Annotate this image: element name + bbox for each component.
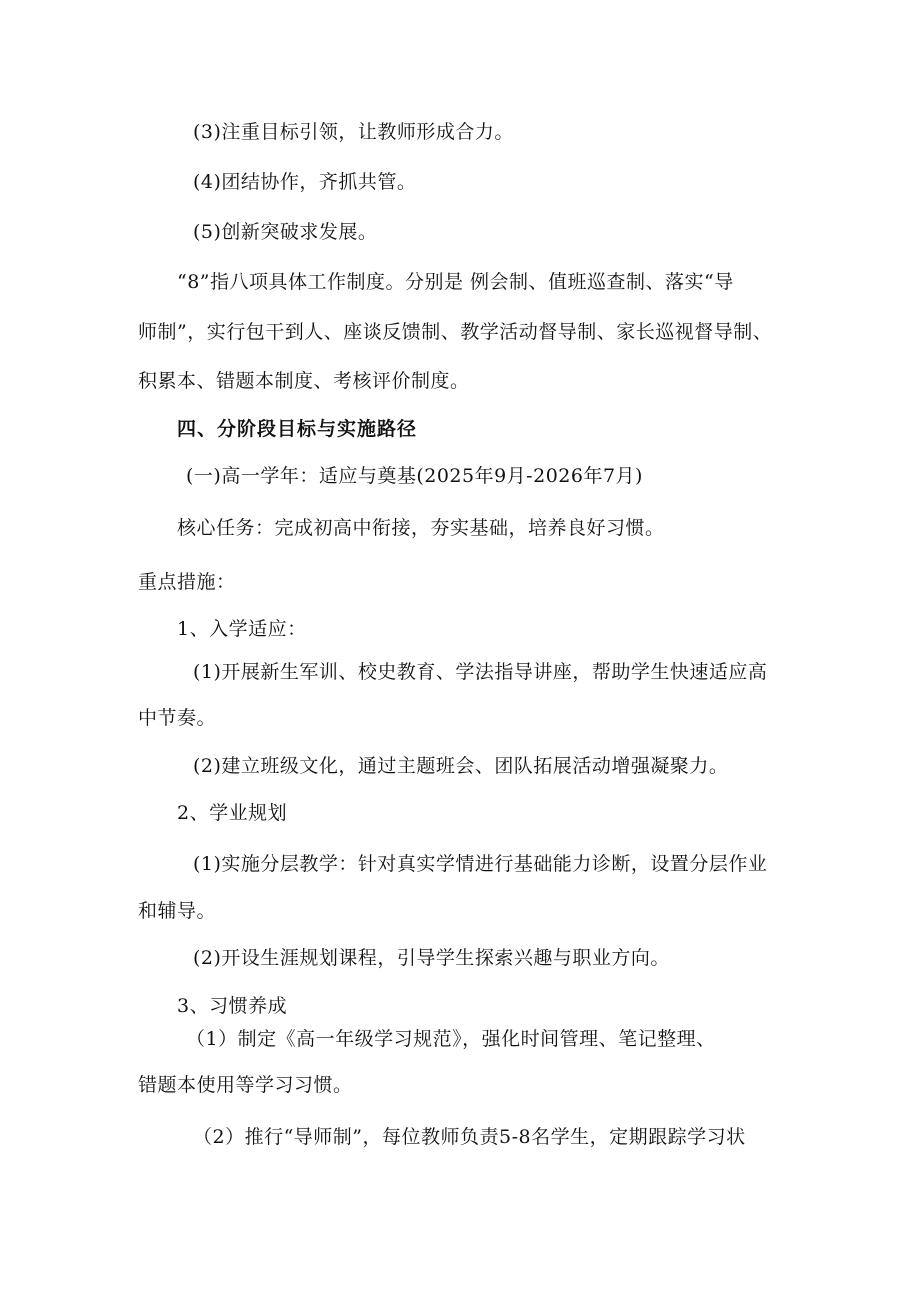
paragraph-line: 核心任务：完成初高中衔接，夯实基础，培养良好习惯。	[177, 517, 665, 539]
list-heading: 2、学业规划	[177, 802, 288, 824]
paragraph-line: (4)团结协作，齐抓共管。	[193, 171, 417, 193]
list-heading: 1、入学适应：	[177, 618, 307, 640]
paragraph-line: 错题本使用等学习习惯。	[138, 1074, 353, 1096]
paragraph-line: 中节奏。	[138, 707, 217, 729]
paragraph-line: 师制”，实行包干到人、座谈反馈制、教学活动督导制、家长巡视督导制、	[138, 321, 773, 343]
section-heading: 四、分阶段目标与实施路径	[177, 418, 418, 440]
paragraph-line: 积累本、错题本制度、考核评价制度。	[138, 370, 470, 392]
paragraph-line: （2）推行“导师制”，每位教师负责5-8名学生，定期跟踪学习状	[193, 1126, 746, 1148]
paragraph-line: (2)建立班级文化，通过主题班会、团队拓展活动增强凝聚力。	[193, 755, 729, 777]
paragraph-line: “8”指八项具体工作制度。分别是 例会制、值班巡查制、落实“导	[177, 271, 734, 293]
paragraph-line: (2)开设生涯规划课程，引导学生探索兴趣与职业方向。	[193, 947, 670, 969]
list-heading: 3、习惯养成	[177, 995, 288, 1017]
paragraph-line: (1)开展新生军训、校史教育、学法指导讲座，帮助学生快速适应高	[193, 661, 768, 683]
paragraph-line: (3)注重目标引领，让教师形成合力。	[193, 121, 514, 143]
paragraph-line: 和辅导。	[138, 900, 217, 922]
paragraph-line: (5)创新突破求发展。	[193, 221, 378, 243]
paragraph-line: (1)实施分层教学：针对真实学情进行基础能力诊断，设置分层作业	[193, 853, 768, 875]
paragraph-line: （1）制定《高一年级学习规范》，强化时间管理、笔记整理、	[186, 1028, 716, 1050]
subsection-heading: (一)高一学年：适应与奠基(2025年9月-2026年7月)	[186, 465, 643, 487]
paragraph-line: 重点措施：	[138, 571, 236, 593]
